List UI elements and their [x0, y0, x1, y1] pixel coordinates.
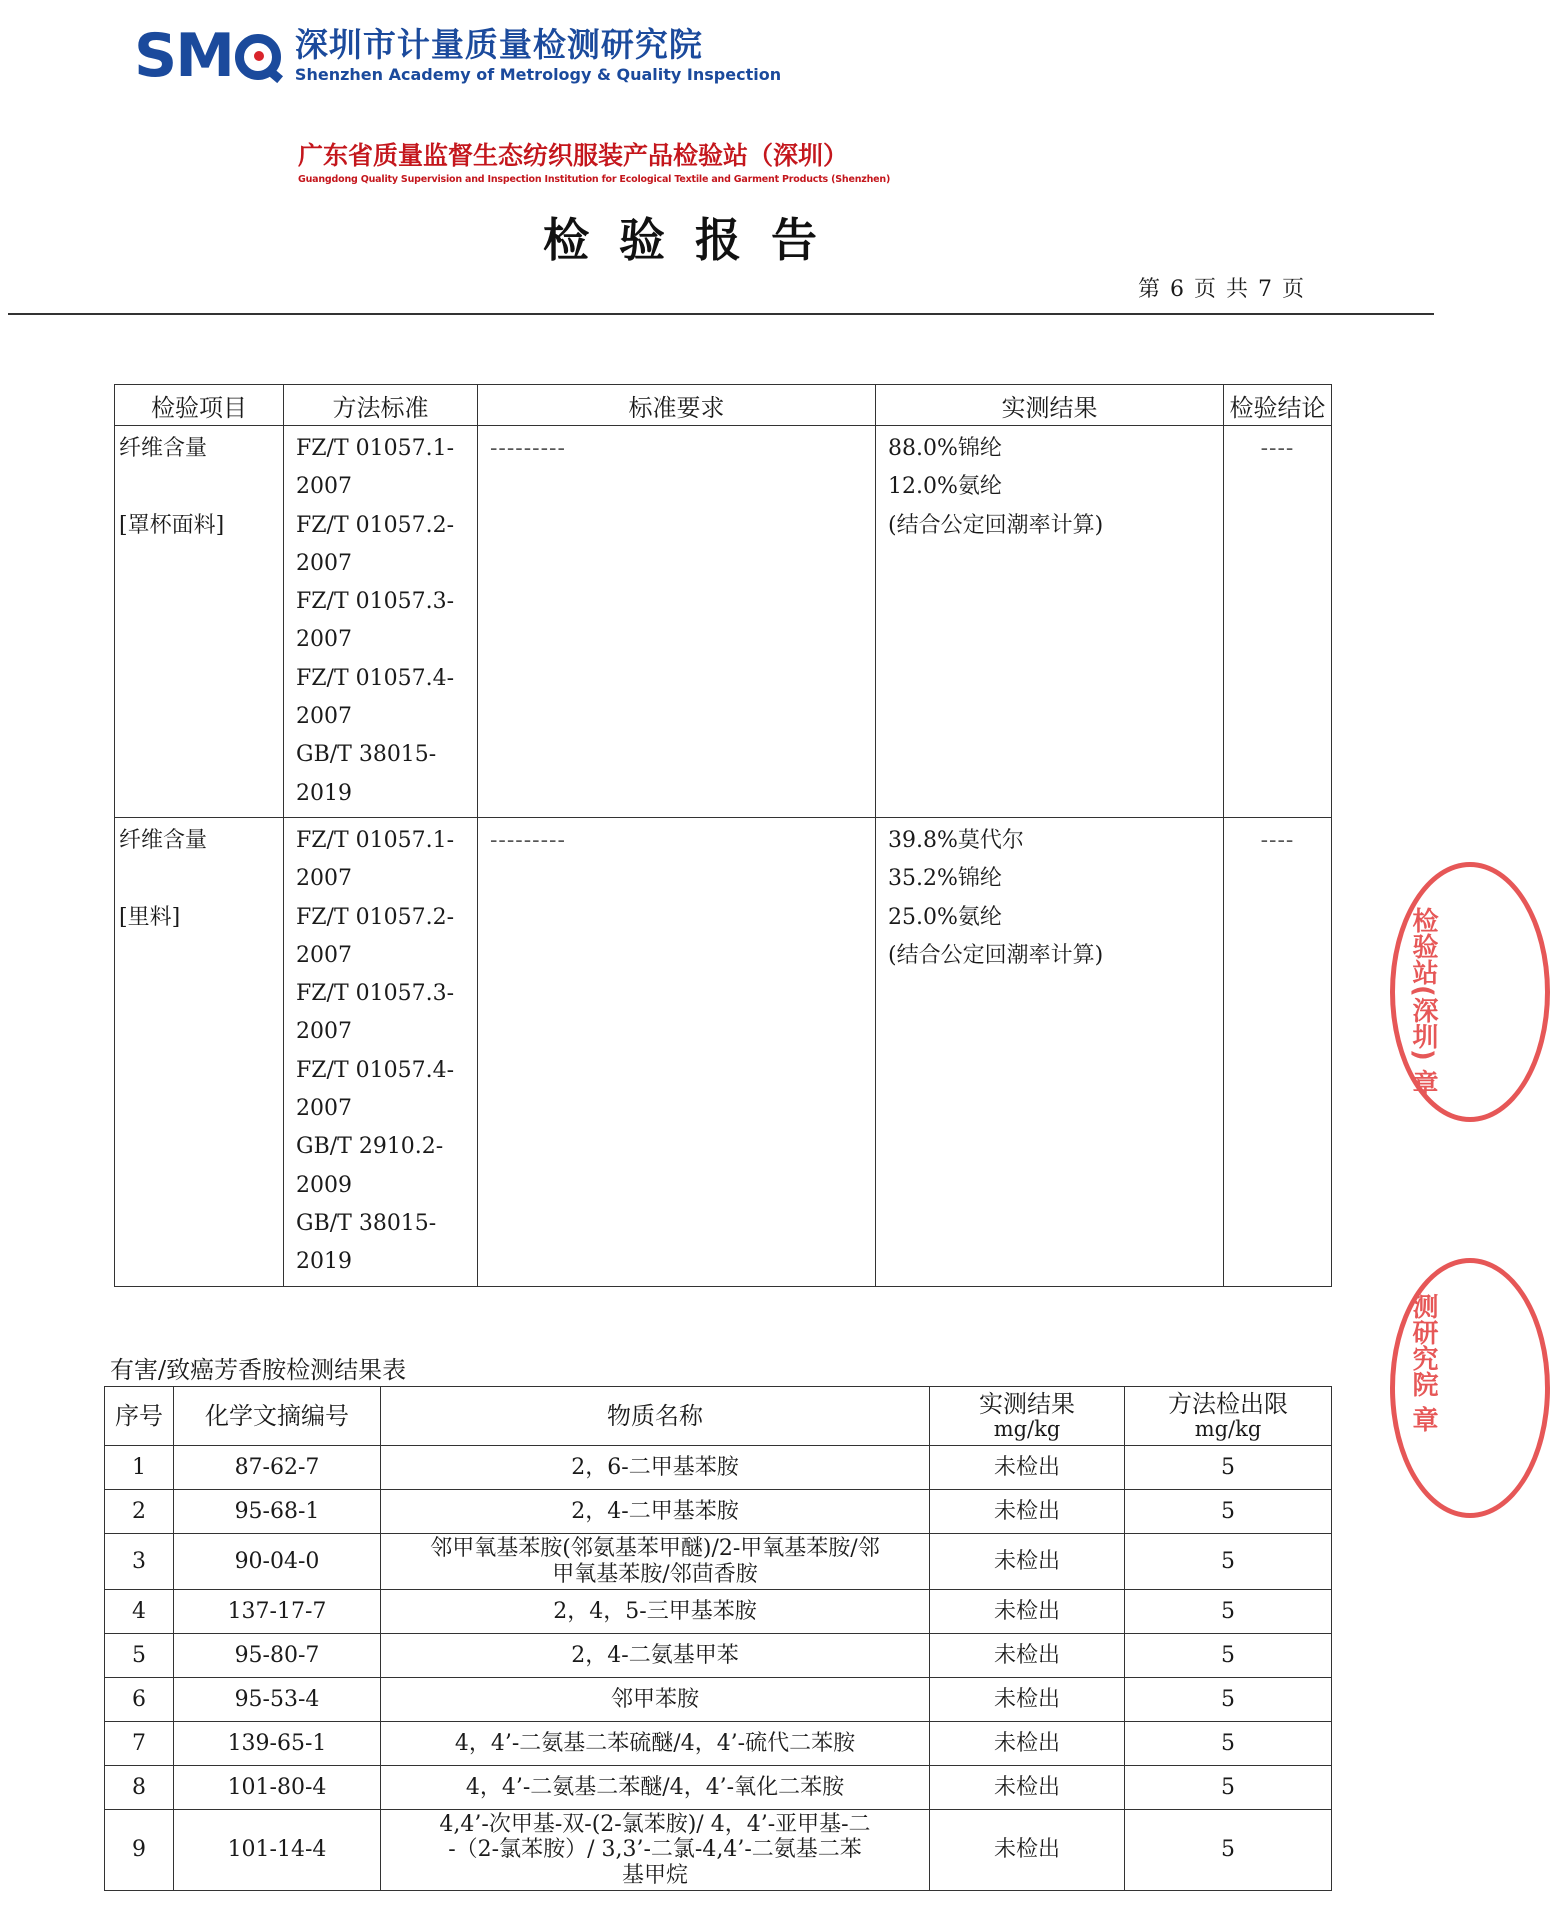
methods-line: FZ/T 01057.1- [296, 827, 455, 853]
cell-result: 未检出 [930, 1634, 1125, 1678]
cell-methods [284, 817, 478, 1286]
methods-line: FZ/T 01057.2- [296, 904, 455, 930]
column-header: 标准要求 [478, 385, 876, 426]
org-name [294, 25, 782, 84]
methods-line: FZ/T 01057.3- [296, 589, 455, 615]
table-row [105, 1446, 1332, 1490]
methods-line: 2007 [296, 550, 352, 576]
substance-name-line: 邻甲苯胺 [610, 1686, 699, 1712]
methods-line: 2007 [296, 1096, 352, 1122]
table-row [105, 1490, 1332, 1534]
cell-limit: 5 [1125, 1534, 1332, 1590]
methods-line: 2019 [296, 780, 352, 806]
column-header-name: 物质名称 [381, 1387, 930, 1446]
substance-name-line: 4，4’-二氨基二苯醚/4，4’-氧化二苯胺 [465, 1774, 845, 1800]
table-row [105, 1678, 1332, 1722]
cell-result: 未检出 [930, 1810, 1125, 1891]
cell-result: 未检出 [930, 1678, 1125, 1722]
cell-substance-name [381, 1722, 930, 1766]
cell-no: 7 [105, 1722, 174, 1766]
conclusion-value: ---- [1260, 436, 1295, 461]
methods-line: 2007 [296, 474, 352, 500]
column-header: 检验结论 [1224, 385, 1332, 426]
cell-substance-name [381, 1446, 930, 1490]
results-line: 25.0%氨纶 [888, 904, 1002, 930]
methods-line: GB/T 38015- [296, 1210, 437, 1236]
smq-logo: SM [134, 26, 281, 86]
substance-name-line: 2，4，5-三甲基苯胺 [553, 1598, 757, 1624]
results-line: 12.0%氨纶 [888, 474, 1002, 500]
methods-line: FZ/T 01057.4- [296, 1057, 455, 1083]
item-line: [罩杯面料] [119, 512, 225, 538]
header-logo [134, 21, 782, 91]
aromatic-amine-table [104, 1386, 1332, 1891]
column-header-cas: 化学文摘编号 [174, 1387, 381, 1446]
methods-line: GB/T 2910.2- [296, 1134, 444, 1160]
cell-results [876, 426, 1224, 818]
cell-cas: 139-65-1 [174, 1722, 381, 1766]
result-header-label: 实测结果 [979, 1390, 1075, 1419]
result-header-unit: mg/kg [993, 1416, 1061, 1441]
substance-name-line: 4,4’-次甲基-双-(2-氯苯胺)/ 4，4’-亚甲基-二 [439, 1812, 871, 1838]
substance-name-line: 2，4-二甲基苯胺 [571, 1498, 739, 1524]
cell-limit: 5 [1125, 1678, 1332, 1722]
methods-line: 2007 [296, 866, 352, 892]
amine-table-caption: 有害/致癌芳香胺检测结果表 [110, 1356, 407, 1384]
substance-name-line: 2，4-二氨基甲苯 [571, 1642, 739, 1668]
limit-header-unit: mg/kg [1194, 1416, 1262, 1441]
requirement-value: --------- [490, 827, 566, 853]
cell-limit: 5 [1125, 1722, 1332, 1766]
org-name-en: Shenzhen Academy of Metrology & Quality Inspection [294, 64, 782, 84]
methods-line: 2007 [296, 704, 352, 730]
cell-requirement [478, 426, 876, 818]
table-row [105, 1590, 1332, 1634]
table-row [105, 1634, 1332, 1678]
cell-substance-name [381, 1810, 930, 1891]
cell-result: 未检出 [930, 1766, 1125, 1810]
cell-cas: 95-68-1 [174, 1490, 381, 1534]
column-header-limit [1125, 1387, 1332, 1446]
cell-limit: 5 [1125, 1766, 1332, 1810]
cell-conclusion [1224, 426, 1332, 818]
header-divider [8, 313, 1434, 315]
table-row [105, 1534, 1332, 1590]
cell-result: 未检出 [930, 1446, 1125, 1490]
cell-substance-name [381, 1678, 930, 1722]
table-row [105, 1810, 1332, 1891]
column-header: 实测结果 [876, 385, 1224, 426]
cell-conclusion [1224, 817, 1332, 1286]
column-header: 检验项目 [115, 385, 284, 426]
item-line [119, 860, 279, 898]
methods-line: 2007 [296, 627, 352, 653]
cell-item [115, 817, 284, 1286]
results-line: 35.2%锦纶 [888, 866, 1002, 892]
seal-text: 测研究院 章 [1408, 1293, 1438, 1433]
methods-line: FZ/T 01057.1- [296, 436, 455, 461]
cell-cas: 90-04-0 [174, 1534, 381, 1590]
cell-result: 未检出 [930, 1722, 1125, 1766]
cell-result: 未检出 [930, 1490, 1125, 1534]
seal-text: 检验站(深圳) 章 [1408, 907, 1438, 1096]
cell-no: 6 [105, 1678, 174, 1722]
cell-substance-name [381, 1490, 930, 1534]
cell-substance-name [381, 1590, 930, 1634]
amine-table-body [105, 1446, 1332, 1891]
cell-cas: 101-80-4 [174, 1766, 381, 1810]
cell-substance-name [381, 1634, 930, 1678]
cell-cas: 87-62-7 [174, 1446, 381, 1490]
cell-requirement [478, 817, 876, 1286]
station-name [298, 136, 890, 185]
cell-item [115, 426, 284, 818]
table-row [105, 1766, 1332, 1810]
substance-name-line: 邻甲氧基苯胺(邻氨基苯甲醚)/2-甲氧基苯胺/邻 [430, 1536, 880, 1562]
report-title: 检验报告 [543, 213, 847, 267]
cell-limit: 5 [1125, 1446, 1332, 1490]
cell-cas: 137-17-7 [174, 1590, 381, 1634]
table-header-row [115, 385, 1332, 426]
methods-line: 2007 [296, 1019, 352, 1045]
fiber-content-table [114, 384, 1332, 1287]
methods-line: GB/T 38015- [296, 742, 437, 768]
cell-results [876, 817, 1224, 1286]
fiber-table-body [115, 426, 1332, 1287]
table-header-row [105, 1387, 1332, 1446]
official-seal-stamp [1390, 1258, 1550, 1518]
org-name-cn: 深圳市计量质量检测研究院 [294, 25, 703, 65]
item-line: 纤维含量 [119, 436, 208, 461]
cell-substance-name [381, 1534, 930, 1590]
substance-name-line: 甲氧基苯胺/邻茴香胺 [552, 1561, 758, 1587]
cell-no: 4 [105, 1590, 174, 1634]
cell-no: 9 [105, 1810, 174, 1891]
item-line: [里料] [119, 904, 181, 930]
substance-name-line: 2，6-二甲基苯胺 [571, 1454, 739, 1480]
table-row [115, 817, 1332, 1286]
methods-line: FZ/T 01057.2- [296, 512, 455, 538]
cell-methods [284, 426, 478, 818]
results-line: 39.8%莫代尔 [888, 827, 1024, 853]
requirement-value: --------- [490, 436, 566, 461]
item-line [119, 468, 279, 506]
station-name-cn: 广东省质量监督生态纺织服装产品检验站（深圳） [298, 141, 849, 170]
methods-line: FZ/T 01057.4- [296, 665, 455, 691]
results-line: (结合公定回潮率计算) [888, 942, 1104, 968]
methods-line: 2019 [296, 1249, 352, 1275]
substance-name-line: 4，4’-二氨基二苯硫醚/4，4’-硫代二苯胺 [454, 1730, 856, 1756]
cell-cas: 95-53-4 [174, 1678, 381, 1722]
cell-limit: 5 [1125, 1490, 1332, 1534]
official-seal-stamp [1390, 862, 1550, 1122]
substance-name-line: -（2-氯苯胺）/ 3,3’-二氯-4,4’-二氨基二苯 [448, 1837, 862, 1863]
cell-no: 8 [105, 1766, 174, 1810]
cell-cas: 101-14-4 [174, 1810, 381, 1891]
column-header: 方法标准 [284, 385, 478, 426]
methods-line: 2009 [296, 1172, 352, 1198]
page-number: 第 6 页 共 7 页 [1138, 277, 1304, 302]
results-line: 88.0%锦纶 [888, 436, 1002, 461]
substance-name-line: 基甲烷 [621, 1862, 688, 1888]
cell-no: 1 [105, 1446, 174, 1490]
cell-no: 5 [105, 1634, 174, 1678]
table-row [115, 426, 1332, 818]
methods-line: 2007 [296, 942, 352, 968]
cell-result: 未检出 [930, 1534, 1125, 1590]
cell-no: 3 [105, 1534, 174, 1590]
cell-no: 2 [105, 1490, 174, 1534]
column-header-no: 序号 [105, 1387, 174, 1446]
cell-substance-name [381, 1766, 930, 1810]
conclusion-value: ---- [1260, 827, 1295, 853]
cell-limit: 5 [1125, 1810, 1332, 1891]
table-row [105, 1722, 1332, 1766]
cell-result: 未检出 [930, 1590, 1125, 1634]
methods-line: FZ/T 01057.3- [296, 981, 455, 1007]
limit-header-label: 方法检出限 [1168, 1390, 1288, 1419]
cell-limit: 5 [1125, 1590, 1332, 1634]
cell-cas: 95-80-7 [174, 1634, 381, 1678]
cell-limit: 5 [1125, 1634, 1332, 1678]
item-line: 纤维含量 [119, 827, 208, 853]
results-line: (结合公定回潮率计算) [888, 512, 1104, 538]
station-name-en: Guangdong Quality Supervision and Inspection Institution for Ecological Textile and Garment Products (Shenzhen) [298, 174, 891, 185]
column-header-result [930, 1387, 1125, 1446]
